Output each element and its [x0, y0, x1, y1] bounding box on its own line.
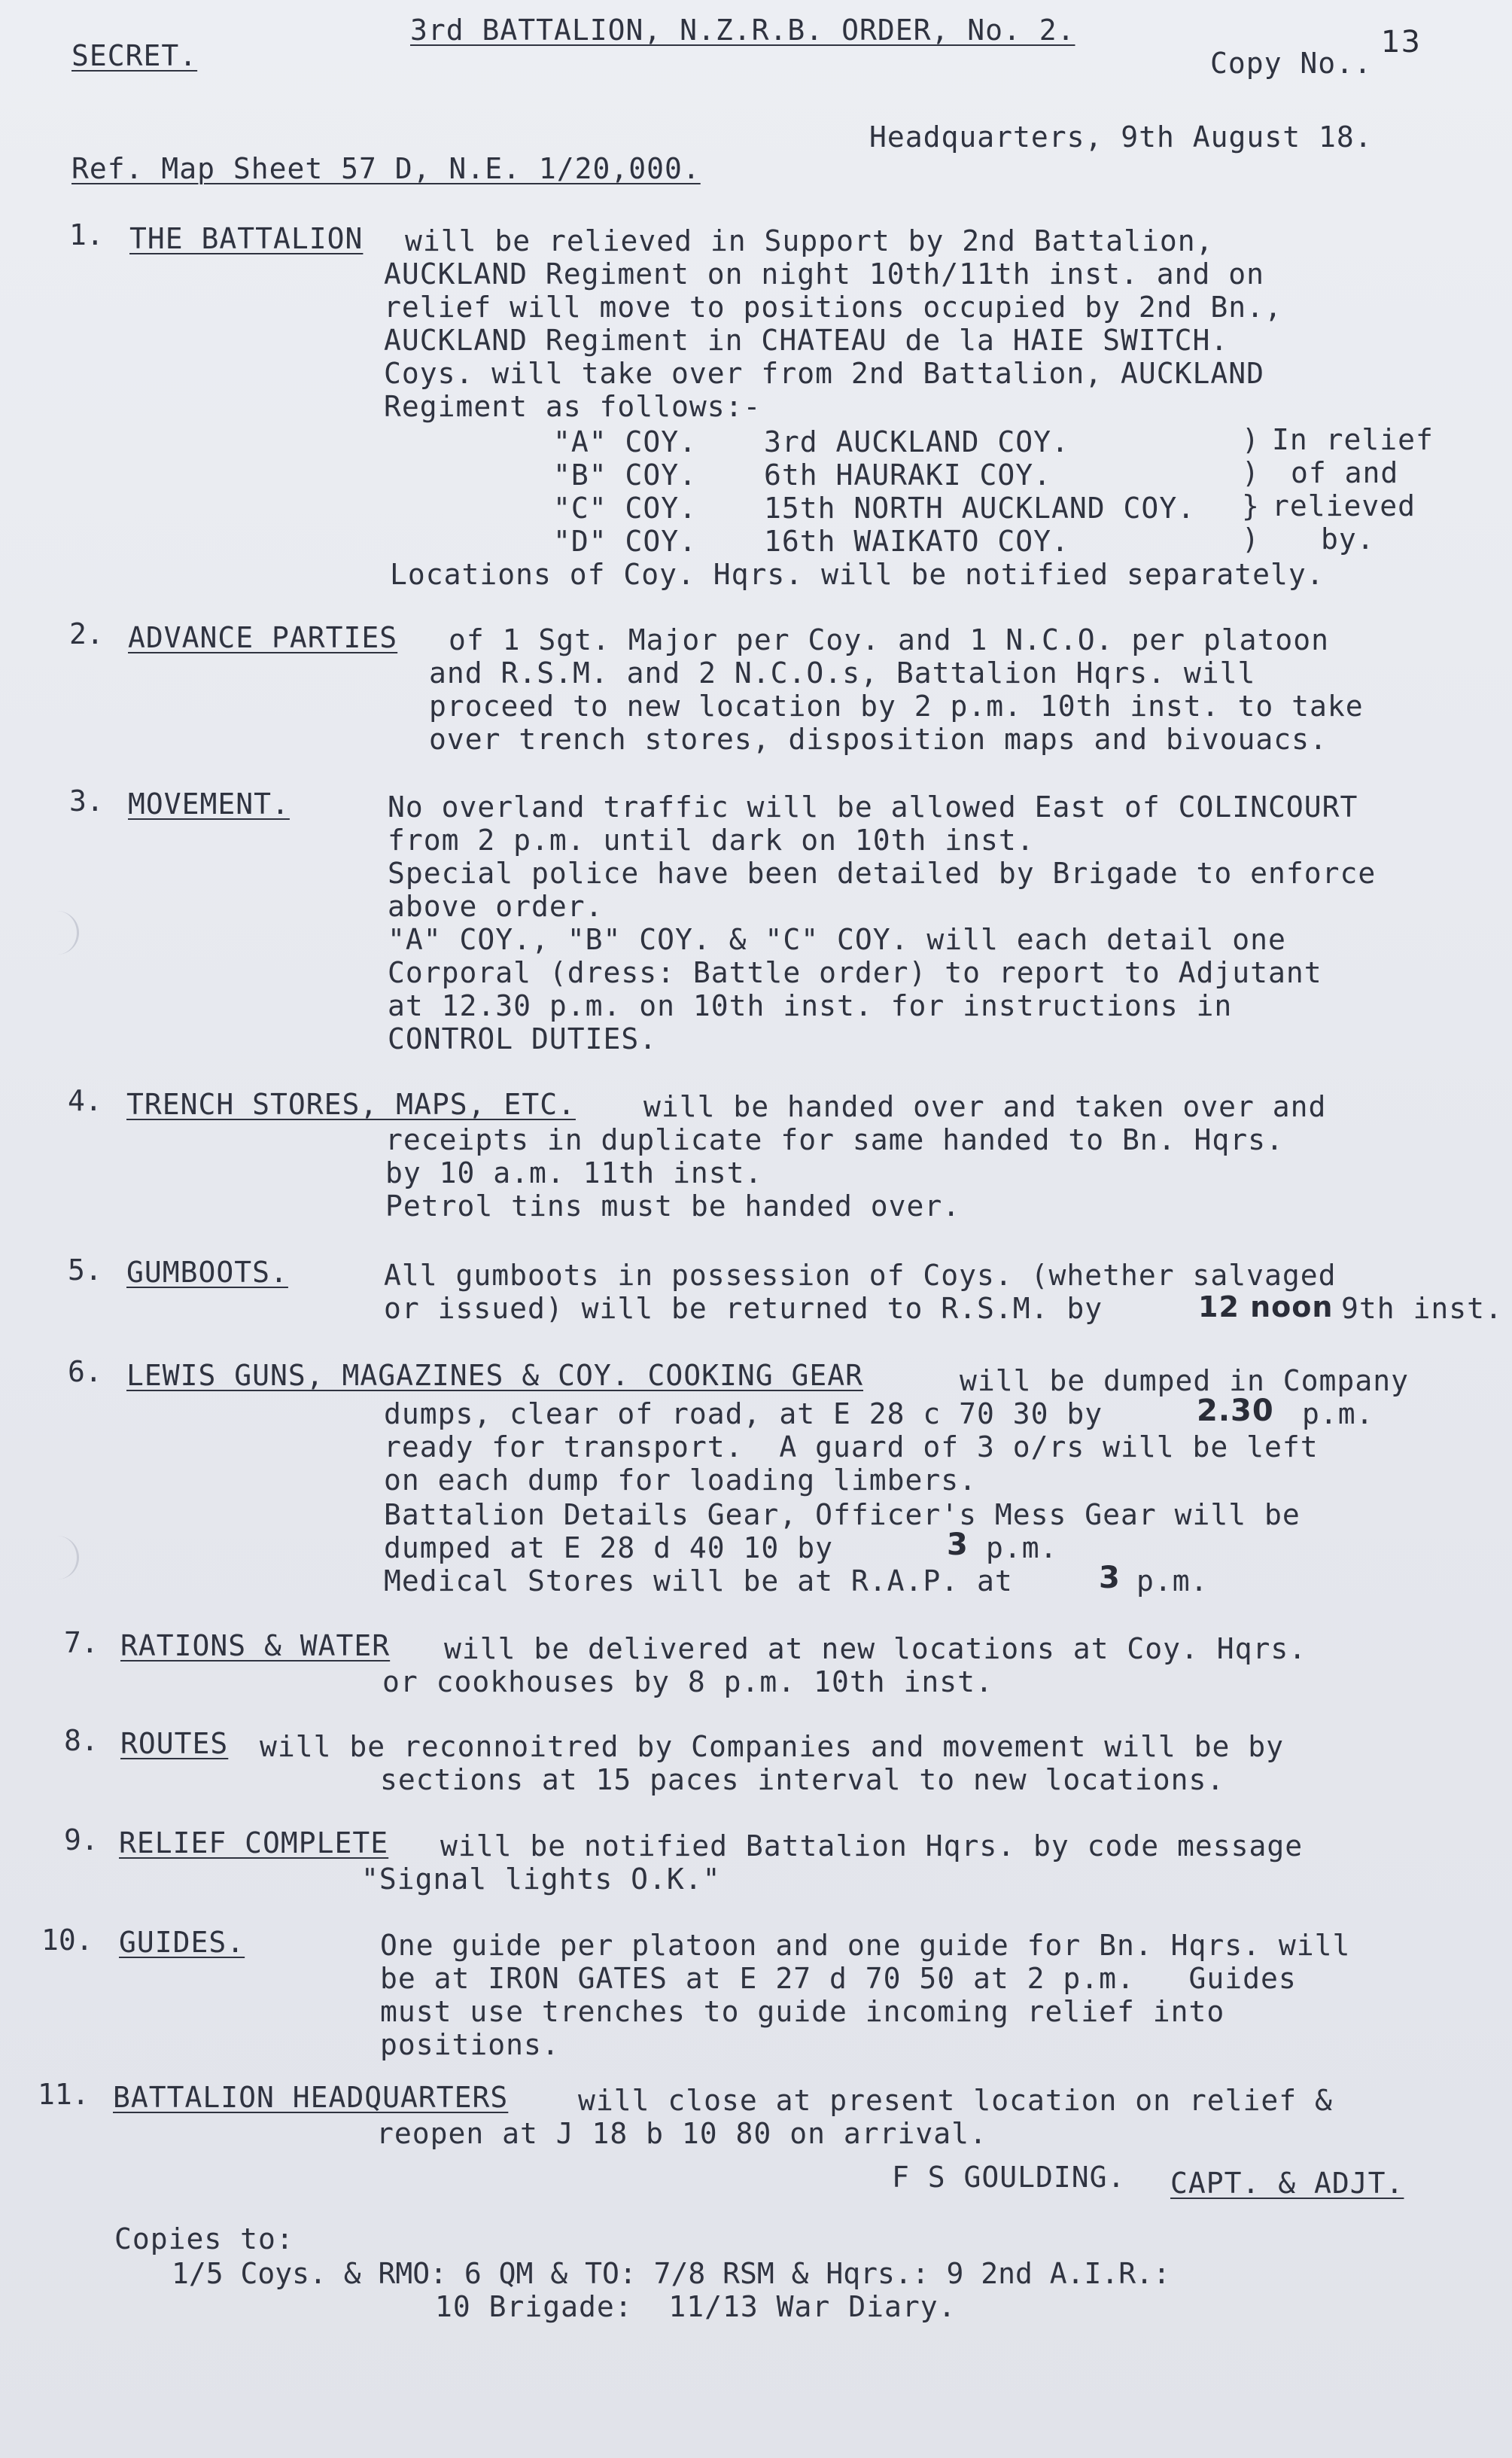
copies-label: Copies to:: [114, 2222, 294, 2255]
para-heading: GUIDES.: [119, 1926, 245, 1959]
para-number: 6.: [68, 1355, 102, 1388]
handwritten-time: 12 noon: [1198, 1290, 1334, 1323]
map-reference: Ref. Map Sheet 57 D, N.E. 1/20,000.: [71, 152, 701, 185]
para-body: [384, 257, 1282, 423]
headquarters-date: Headquarters, 9th August 18.: [869, 120, 1373, 154]
para-line: by 10 a.m. 11th inst.: [385, 1156, 763, 1189]
para-line: of 1 Sgt. Major per Coy. and 1 N.C.O. per platoon: [449, 623, 1330, 656]
para-number: 8.: [64, 1724, 99, 1757]
order-title: 3rd BATTALION, N.Z.R.B. ORDER, No. 2.: [410, 14, 1075, 47]
relief-coy: 15th NORTH AUCKLAND COY.: [764, 492, 1196, 525]
para-heading: TRENCH STORES, MAPS, ETC.: [126, 1088, 576, 1121]
bracket-marks: ) ) } ): [1242, 423, 1260, 556]
bracket-line: relieved: [1272, 489, 1416, 522]
para-line: or issued) will be returned to R.S.M. by: [384, 1292, 1103, 1325]
para-number: 5.: [68, 1253, 102, 1287]
para-line: will close at present location on relief &: [578, 2084, 1333, 2117]
para-line: AUCKLAND Regiment in CHATEAU de la HAIE SWITCH.: [384, 324, 1229, 357]
coy-label: "C" COY.: [553, 492, 698, 525]
para-line: Special police have been detailed by Brigade to enforce: [388, 857, 1377, 890]
para-line: sections at 15 paces interval to new locations.: [380, 1763, 1225, 1796]
para-line: Regiment as follows:-: [384, 390, 762, 423]
para-number: 7.: [64, 1626, 99, 1659]
para-line: dumps, clear of road, at E 28 c 70 30 by: [384, 1397, 1103, 1430]
para-number: 9.: [64, 1823, 99, 1856]
para-heading: ADVANCE PARTIES: [128, 621, 398, 654]
relief-list: [764, 425, 1195, 558]
para-line: Medical Stores will be at R.A.P. at: [384, 1564, 1013, 1598]
para-line: will be reconnoitred by Companies and movement will be by: [260, 1730, 1285, 1763]
para-line: Battalion Details Gear, Officer's Mess Gear will be: [384, 1498, 1301, 1531]
para-line: proceed to new location by 2 p.m. 10th inst. to take: [429, 690, 1364, 723]
para-line: will be delivered at new locations at Coy. Hqrs.: [444, 1632, 1307, 1665]
para-line: will be notified Battalion Hqrs. by code message: [440, 1829, 1304, 1863]
relief-coy: 6th HAURAKI COY.: [764, 458, 1052, 492]
para-line-tail: p.m.: [1136, 1564, 1209, 1598]
bracket-line: of and: [1291, 456, 1399, 489]
para-line: Coys. will take over from 2nd Battalion, AUCKLAND: [384, 357, 1265, 390]
para-body: [388, 790, 1376, 1055]
para-body: [380, 1929, 1350, 2061]
bracket-note: [1272, 423, 1468, 556]
bracket-line: In relief: [1272, 423, 1434, 456]
secret-label: SECRET.: [71, 39, 198, 72]
para-line: ready for transport. A guard of 3 o/rs will be left: [384, 1430, 1319, 1464]
coy-label: "D" COY.: [553, 525, 698, 558]
para-line: or cookhouses by 8 p.m. 10th inst.: [382, 1665, 993, 1698]
para-line: All gumboots in possession of Coys. (whether salvaged: [384, 1259, 1337, 1292]
para-heading: BATTALION HEADQUARTERS: [113, 2081, 509, 2114]
coy-list: [553, 425, 697, 558]
para-body: [429, 656, 1364, 756]
para-line: and R.S.M. and 2 N.C.O.s, Battalion Hqrs. will: [429, 656, 1256, 690]
copy-number: 13: [1381, 25, 1421, 59]
para-line-tail: p.m.: [986, 1531, 1058, 1564]
para-line: Petrol tins must be handed over.: [385, 1189, 961, 1223]
para-line: positions.: [380, 2028, 560, 2061]
coy-label: "A" COY.: [553, 425, 698, 458]
para-line: from 2 p.m. until dark on 10th inst.: [388, 824, 1035, 857]
handwritten-time: 2.30: [1197, 1393, 1274, 1428]
para-number: 1.: [69, 218, 104, 251]
coy-label: "B" COY.: [553, 458, 698, 492]
para-heading: ROUTES: [120, 1727, 229, 1760]
para-heading: THE BATTALION: [129, 222, 364, 255]
para-heading: GUMBOOTS.: [126, 1256, 288, 1289]
para-line: over trench stores, disposition maps and bivouacs.: [429, 723, 1328, 756]
punch-hole: [44, 911, 79, 955]
para-number: 10.: [41, 1923, 93, 1957]
para-line: Locations of Coy. Hqrs. will be notified separately.: [390, 558, 1325, 591]
copies-line: 1/5 Coys. & RMO: 6 QM & TO: 7/8 RSM & Hqrs.: 9 2nd A.I.R.:: [172, 2257, 1170, 2290]
para-line: receipts in duplicate for same handed to Bn. Hqrs.: [385, 1123, 1284, 1156]
para-line: CONTROL DUTIES.: [388, 1022, 658, 1055]
relief-coy: 3rd AUCKLAND COY.: [764, 425, 1069, 458]
relief-coy: 16th WAIKATO COY.: [764, 525, 1069, 558]
para-line: must use trenches to guide incoming relief into: [380, 1995, 1225, 2028]
bracket-line: by.: [1321, 522, 1375, 556]
para-line: will be dumped in Company: [960, 1364, 1409, 1397]
para-body: [385, 1123, 1284, 1223]
para-line-tail: p.m.: [1302, 1397, 1374, 1430]
handwritten-time: 3: [947, 1527, 969, 1562]
para-line: One guide per platoon and one guide for Bn. Hqrs. will: [380, 1929, 1351, 1962]
para-line: be at IRON GATES at E 27 d 70 50 at 2 p.m. Guides: [380, 1962, 1297, 1995]
para-number: 2.: [69, 617, 104, 650]
handwritten-time: 3: [1099, 1561, 1121, 1595]
para-line-tail: 9th inst.: [1341, 1292, 1503, 1325]
copies-line: 10 Brigade: 11/13 War Diary.: [435, 2290, 957, 2323]
para-heading: LEWIS GUNS, MAGAZINES & COY. COOKING GEAR: [126, 1359, 863, 1392]
para-line: Corporal (dress: Battle order) to report to Adjutant: [388, 956, 1322, 989]
para-heading: RATIONS & WATER: [120, 1629, 391, 1662]
para-line: will be relieved in Support by 2nd Battalion,: [405, 224, 1214, 257]
para-line: relief will move to positions occupied by 2nd Bn.,: [384, 291, 1282, 324]
para-number: 3.: [69, 784, 104, 818]
para-line: reopen at J 18 b 10 80 on arrival.: [376, 2117, 987, 2150]
para-number: 4.: [68, 1084, 102, 1117]
signature-name: F S GOULDING.: [892, 2161, 1126, 2194]
para-line: above order.: [388, 890, 604, 923]
para-line: at 12.30 p.m. on 10th inst. for instructions in: [388, 989, 1233, 1022]
punch-hole: [44, 1536, 79, 1579]
para-line: "Signal lights O.K.": [361, 1863, 721, 1896]
copy-label: Copy No..: [1210, 47, 1372, 80]
para-heading: MOVEMENT.: [128, 787, 290, 821]
para-line: will be handed over and taken over and: [643, 1090, 1327, 1123]
signature-rank: CAPT. & ADJT.: [1170, 2167, 1404, 2200]
para-line: AUCKLAND Regiment on night 10th/11th inst. and on: [384, 257, 1265, 291]
para-heading: RELIEF COMPLETE: [119, 1826, 389, 1859]
para-line: "A" COY., "B" COY. & "C" COY. will each detail one: [388, 923, 1286, 956]
para-line: on each dump for loading limbers.: [384, 1464, 977, 1497]
para-line: No overland traffic will be allowed East of COLINCOURT: [388, 790, 1358, 824]
para-line: dumped at E 28 d 40 10 by: [384, 1531, 833, 1564]
para-number: 11.: [38, 2078, 90, 2111]
